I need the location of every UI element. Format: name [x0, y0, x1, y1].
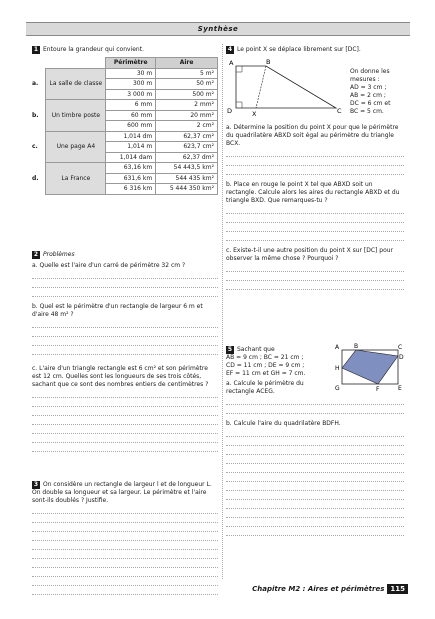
answer-line [32, 541, 218, 550]
answer-line [226, 509, 404, 518]
point-E: E [398, 385, 402, 392]
chapter-title: Chapitre M2 : Aires et périmètres [252, 585, 385, 593]
answer-line [226, 518, 404, 527]
header-aire: Aire [156, 58, 218, 69]
answer-line [32, 514, 218, 523]
page-number: 115 [387, 584, 408, 594]
answer-line [32, 416, 218, 425]
answer-line [226, 473, 404, 482]
answer-line [32, 559, 218, 568]
aire-cell[interactable]: 50 m² [156, 79, 218, 90]
point-B: B [354, 343, 359, 350]
trapezoid-figure [226, 56, 346, 118]
row-letter: a. [32, 80, 39, 88]
column-divider [222, 44, 223, 579]
table-row [32, 163, 218, 174]
row-label: La salle de classe [46, 68, 106, 100]
table-row [32, 100, 218, 111]
answer-line [226, 500, 404, 509]
ex1-number: 1 [33, 46, 39, 53]
perimetre-cell[interactable]: 6 316 km [106, 184, 156, 195]
left-column [32, 46, 218, 504]
aire-cell[interactable]: 623,7 cm² [156, 142, 218, 153]
row-label: Un timbre poste [46, 100, 106, 132]
point-A: A [229, 59, 234, 67]
perimetre-cell[interactable]: 60 mm [106, 110, 156, 121]
page-footer [252, 584, 408, 594]
ex2-question-b: b. Quel est le périmètre d'un rectangle de largeur 6 m et d'aire 48 m² ? [32, 303, 203, 318]
point-D: D [227, 107, 233, 115]
point-C: C [337, 107, 342, 115]
aire-cell[interactable]: 5 m² [156, 68, 218, 79]
ex1-table [32, 57, 218, 195]
answer-line [226, 455, 404, 464]
perimetre-cell[interactable]: 300 m [106, 79, 156, 90]
point-B: B [266, 58, 271, 66]
answer-line [226, 272, 404, 281]
answer-line [32, 398, 218, 407]
row-label: La France [46, 163, 106, 195]
answer-line [32, 288, 218, 297]
answer-line [32, 425, 218, 434]
answer-line [32, 568, 218, 577]
answer-line [226, 491, 404, 500]
answer-line [226, 482, 404, 491]
answer-line [32, 523, 218, 532]
ex4-question-c: c. Existe-t-il une autre position du point X sur [DC] pour observer la même chose ? Pourquoi ? [226, 247, 394, 262]
table-row [32, 131, 218, 142]
aire-cell[interactable]: 62,37 dm² [156, 152, 218, 163]
ex4-questions [226, 124, 404, 290]
ex1-instruction: 1 Entoure la grandeur qui convient. [33, 46, 144, 53]
answer-line [226, 281, 404, 290]
answer-line [32, 389, 218, 398]
aire-cell[interactable]: 2 mm² [156, 100, 218, 111]
perimetre-cell[interactable]: 63,16 km [106, 163, 156, 174]
answer-line [226, 232, 404, 241]
answer-line [226, 437, 404, 446]
answer-line [32, 337, 218, 346]
answer-line [226, 214, 404, 223]
aire-cell[interactable]: 544 435 km² [156, 173, 218, 184]
perimetre-cell[interactable]: 1,014 m [106, 142, 156, 153]
row-letter: d. [32, 174, 39, 182]
answer-line [226, 527, 404, 536]
ex4-given: On donne les mesures : AD = 3 cm ; AB = 2 cm ; DC = 6 cm et BC = 5 cm. [350, 68, 391, 115]
page-header: Synthèse [26, 22, 410, 36]
perimetre-cell[interactable]: 1,014 dm [106, 131, 156, 142]
answer-line [32, 270, 218, 279]
ex4-question-a: a. Détermine la position du point X pour que le périmètre du quadrilatère ABXD soit égal au périmètre du triangle BCX. [226, 124, 399, 147]
point-A: A [335, 344, 340, 351]
aire-cell[interactable]: 500 m² [156, 89, 218, 100]
page [26, 14, 410, 604]
ex4-question-b: b. Place en rouge le point X tel que ABXD soit un rectangle. Calcule alors les aires du rectangle ABXD et du triangle BXD. Que remarques-tu ? [226, 181, 400, 204]
aire-cell[interactable]: 5 444 350 km² [156, 184, 218, 195]
row-letter: b. [32, 111, 39, 119]
answer-line [226, 405, 404, 414]
ex5-intro: 5 Sachant que AB = 9 cm ; BC = 21 cm ; CD = 11 cm ; DE = 9 cm ; EF = 11 cm et GH = 7 cm. [226, 346, 306, 377]
right-column [226, 46, 404, 427]
ex5-block [226, 343, 404, 536]
answer-line [226, 205, 404, 214]
table-row [32, 68, 218, 79]
point-C: C [398, 344, 403, 351]
answer-line [32, 346, 218, 355]
perimetre-cell[interactable]: 3 000 m [106, 89, 156, 100]
perimetre-cell[interactable]: 600 mm [106, 121, 156, 132]
answer-line [32, 434, 218, 443]
point-G: G [335, 385, 340, 392]
answer-line [226, 166, 404, 175]
ex4-intro: 4 Le point X se déplace librement sur [DC]. [227, 46, 361, 53]
answer-line [32, 407, 218, 416]
perimetre-cell[interactable]: 30 m [106, 68, 156, 79]
aire-cell[interactable]: 54 443,5 km² [156, 163, 218, 174]
ex2-block [32, 251, 218, 452]
point-F: F [376, 386, 380, 392]
header-perimetre: Périmètre [106, 58, 156, 69]
ex2-question-a: a. Quelle est l'aire d'un carré de périmètre 32 cm ? [32, 262, 186, 269]
point-D: D [399, 354, 404, 361]
answer-line [226, 464, 404, 473]
point-H: H [335, 365, 340, 372]
ex3-text: 3 On considère un rectangle de largeur l et de longueur L. On double sa longueur et sa largeur. Le périmètre et l'aire sont-ils doublés ? Justifie. [32, 481, 212, 504]
answer-line [226, 263, 404, 272]
ex2-title: 2 Problèmes [33, 251, 75, 258]
answer-line [226, 223, 404, 232]
ex3-block [32, 481, 218, 595]
ex5-question-a: a. Calcule le périmètre du rectangle ACEG. [226, 380, 304, 395]
answer-line [32, 550, 218, 559]
ex5-question-b: b. Calcule l'aire du quadrilatère BDFH. [226, 420, 341, 427]
answer-line [32, 532, 218, 541]
row-label: Une page A4 [46, 131, 106, 163]
answer-line [226, 428, 404, 437]
rectangle-figure [334, 342, 404, 392]
perimetre-cell[interactable]: 631,6 km [106, 173, 156, 184]
point-X: X [252, 110, 257, 118]
answer-line [32, 328, 218, 337]
perimetre-cell[interactable]: 6 mm [106, 100, 156, 111]
aire-cell[interactable]: 2 cm² [156, 121, 218, 132]
answer-line [226, 396, 404, 405]
answer-line [226, 157, 404, 166]
answer-line [32, 577, 218, 586]
answer-line [32, 319, 218, 328]
ex2-question-c: c. L'aire d'un triangle rectangle est 6 cm² et son périmètre est 12 cm. Quelles sont les longueurs de ses trois côtés, sachant que ce sont des nombres entiers de centimètres ? [32, 365, 209, 388]
answer-line [226, 148, 404, 157]
row-letter: c. [32, 143, 38, 151]
answer-line [32, 279, 218, 288]
answer-line [32, 505, 218, 514]
answer-line [32, 443, 218, 452]
answer-line [32, 586, 218, 595]
aire-cell[interactable]: 62,37 cm² [156, 131, 218, 142]
aire-cell[interactable]: 20 mm² [156, 110, 218, 121]
answer-line [226, 446, 404, 455]
perimetre-cell[interactable]: 1,014 dam [106, 152, 156, 163]
